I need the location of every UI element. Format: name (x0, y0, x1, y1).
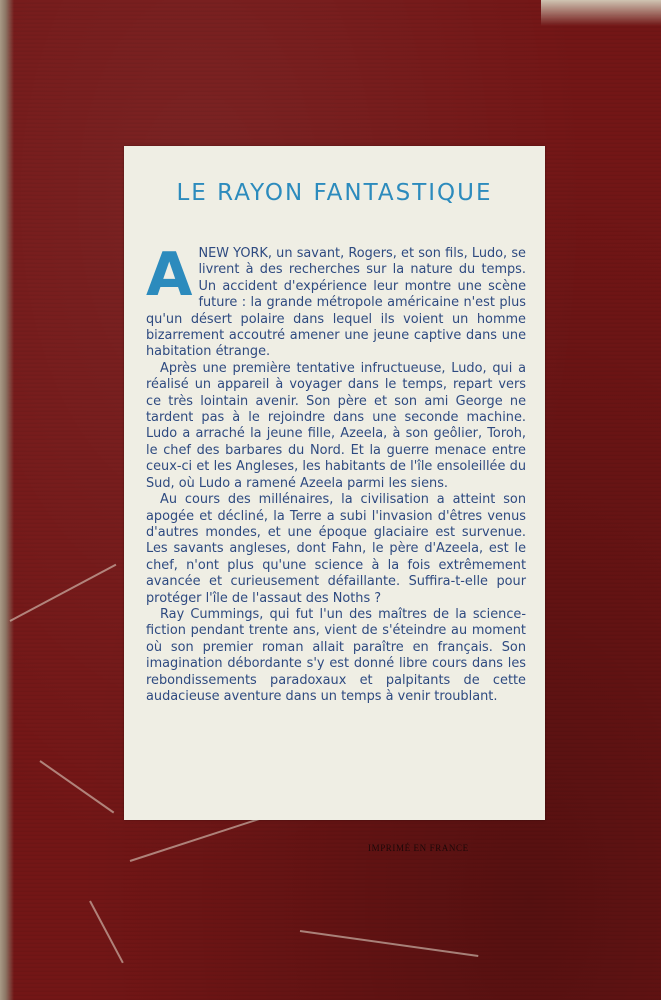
cover-crack (39, 760, 114, 813)
first-paragraph-text: NEW YORK, un savant, Rogers, et son fils, Ludo, se livrent à des recherches sur la nature du temps. Un accident d'expérience leur montre une scène future : la grande métropole américaine n'est plus qu'un désert polaire dans lequel ils voient un homme bizarrement accoutré amener une jeune captive dans une habitation étrange. (146, 246, 526, 360)
cover-edge-wear (0, 0, 14, 1000)
cover-crack (89, 901, 124, 964)
blurb-text (146, 240, 526, 705)
imprint-label: IMPRIMÉ EN FRANCE (368, 843, 469, 853)
blurb-paragraph (146, 240, 526, 361)
blurb-paragraph: Ray Cummings, qui fut l'un des maîtres de la science-fiction pendant trente ans, vient de s'éteindre au moment où son premier roman allait paraître en français. Son imagination débordante s'y est donné libre cours dans les rebondissements paradoxaux et palpitants de cette audacieuse aventure dans un temps à venir troublant. (146, 606, 526, 704)
blurb-paragraph: Au cours des millénaires, la civilisation a atteint son apogée et décliné, la Terre a subi l'invasion d'êtres venus d'autres mondes, et une époque glaciaire est survenue. Les savants angleses, dont Fahn, le père d'Azeela, est le chef, n'ont plus qu'une science à la fois extrêmement avancée et curieusement défaillante. Suffira-t-elle pour protéger l'île de l'assaut des Noths ? (146, 492, 526, 606)
cover-crack (300, 930, 479, 957)
book-title: LE RAYON FANTASTIQUE (176, 180, 493, 206)
blurb-paragraph: Après une première tentative infructueuse, Ludo, qui a réalisé un appareil à voyager dans le temps, repart vers ce très lointain avenir. Son père et son ami George ne tardent pas à le rejoindre dans une seconde machine. Ludo a arraché la jeune fille, Azeela, à son geôlier, Toroh, le chef des barbares du Nord. Et la guerre menace entre ceux-ci et les Angleses, les habitants de l'île ensoleillée du Sud, où Ludo a ramené Azeela parmi les siens. (146, 360, 526, 491)
blurb-panel (124, 146, 545, 820)
cover-corner-wear (541, 0, 661, 26)
cover-crack (10, 564, 117, 622)
drop-cap: A (146, 240, 193, 310)
